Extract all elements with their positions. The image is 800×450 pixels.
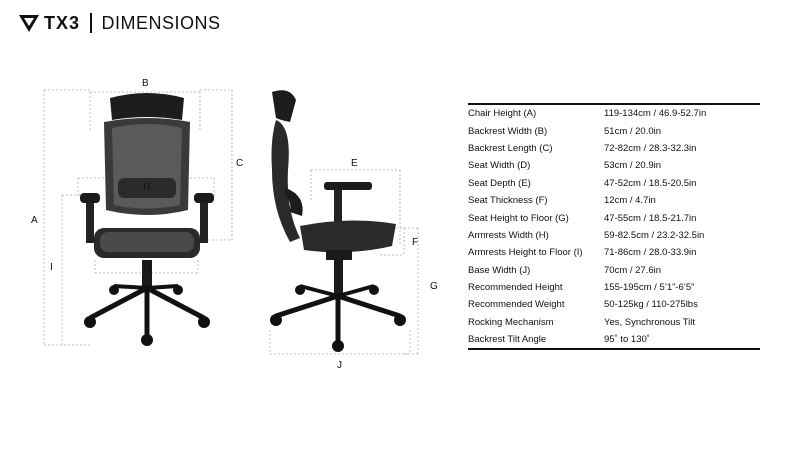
- table-row: [468, 262, 760, 279]
- spec-label: Backrest Length (C): [468, 142, 553, 154]
- spec-value: 47-55cm / 18.5-21.7in: [604, 212, 697, 224]
- dim-label-f: F: [412, 237, 419, 248]
- table-row: [468, 105, 760, 122]
- spec-label: Base Width (J): [468, 264, 531, 276]
- spec-value: 53cm / 20.9in: [604, 160, 662, 172]
- table-bottom-rule: [468, 348, 760, 350]
- dim-label-i: I: [50, 262, 53, 273]
- table-row: [468, 279, 760, 296]
- spec-value: 71-86cm / 28.0-33.9in: [604, 247, 697, 259]
- spec-label: Rocking Mechanism: [468, 316, 554, 328]
- spec-value: 59-82.5cm / 23.2-32.5in: [604, 229, 705, 241]
- spec-label: Armrests Width (H): [468, 229, 549, 241]
- table-row: [468, 140, 760, 157]
- spec-value: 50-125kg / 110-275lbs: [604, 299, 698, 311]
- table-row: [468, 175, 760, 192]
- table-row: [468, 296, 760, 313]
- dim-label-g: G: [430, 281, 438, 292]
- table-row: [468, 157, 760, 174]
- spec-label: Chair Height (A): [468, 108, 537, 120]
- dim-label-j: J: [337, 360, 342, 371]
- table-row: [468, 227, 760, 244]
- table-row: [468, 122, 760, 139]
- spec-value: 51cm / 20.0in: [604, 125, 662, 137]
- spec-label: Recommended Height: [468, 282, 563, 294]
- dim-label-d: D: [143, 262, 151, 273]
- table-row: [468, 314, 760, 331]
- header: [18, 10, 221, 36]
- table-row: [468, 244, 760, 261]
- page-title: DIMENSIONS: [101, 12, 221, 33]
- spec-value: 95˚ to 130˚: [604, 334, 650, 346]
- chair-dimension-diagram: [0, 60, 460, 400]
- dim-label-a: A: [31, 215, 38, 226]
- spec-value: 119-134cm / 46.9-52.7in: [604, 108, 707, 120]
- dim-label-h: H: [143, 182, 151, 193]
- spec-value: Yes, Synchronous Tilt: [604, 316, 696, 328]
- brand-name: TX3: [44, 12, 81, 33]
- spec-label: Backrest Tilt Angle: [468, 334, 547, 346]
- table-row: [468, 331, 760, 348]
- specs-table: [468, 103, 760, 350]
- front-chair-illustration: [80, 93, 214, 346]
- spec-label: Seat Width (D): [468, 160, 531, 172]
- spec-label: Armrests Height to Floor (I): [468, 247, 583, 259]
- table-row: [468, 209, 760, 226]
- spec-label: Seat Depth (E): [468, 177, 531, 189]
- dim-label-c: C: [236, 158, 244, 169]
- spec-value: 70cm / 27.6in: [604, 264, 662, 276]
- spec-label: Seat Height to Floor (G): [468, 212, 569, 224]
- spec-value: 72-82cm / 28.3-32.3in: [604, 142, 697, 154]
- spec-value: 47-52cm / 18.5-20.5in: [604, 177, 697, 189]
- spec-label: Seat Thickness (F): [468, 195, 548, 207]
- spec-label: Backrest Width (B): [468, 125, 548, 137]
- header-divider: [90, 13, 92, 33]
- spec-value: 12cm / 4.7in: [604, 195, 656, 207]
- table-row: [468, 192, 760, 209]
- tx3-logo-icon: [18, 12, 40, 34]
- spec-label: Recommended Weight: [468, 299, 565, 311]
- dim-label-e: E: [351, 158, 358, 169]
- spec-value: 155-195cm / 5’1”-6’5”: [604, 282, 695, 294]
- dim-label-b: B: [142, 78, 149, 89]
- side-chair-illustration: [270, 90, 406, 352]
